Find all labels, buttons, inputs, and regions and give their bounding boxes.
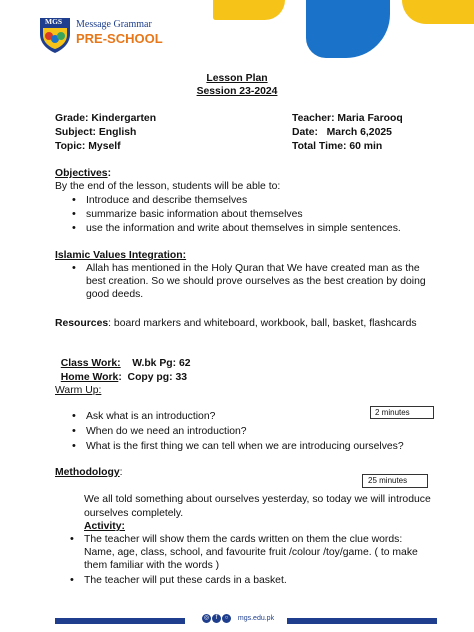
- list-item: • use the information and write about themselves in simple sentences.: [58, 222, 458, 235]
- list-item: • summarize basic information about themselves: [58, 208, 458, 221]
- footer-contact: [202, 613, 274, 624]
- classwork-line: Class Work: W.bk Pg: 62: [60, 357, 191, 369]
- list-item: • The teacher will put these cards in a basket.: [56, 574, 432, 587]
- list-item: • Allah has mentioned in the Holy Quran that We have created man as the best creation. So we should prove ourselves as the best creation by doing good deeds.: [58, 262, 430, 301]
- methodology-heading: Methodology:: [55, 467, 123, 478]
- grade-field: Grade: Kindergarten: [55, 113, 157, 124]
- list-item: • Introduce and describe themselves: [58, 194, 458, 207]
- islamic-values-heading: Islamic Values Integration:: [55, 250, 187, 261]
- islamic-values-list: [58, 262, 430, 301]
- list-item: • The teacher will show them the cards written on them the clue words: Name, age, class, school, and favourite fruit /colour /toy/game. ( to make them familiar with the words ): [56, 533, 432, 572]
- warmup-list: [58, 410, 458, 453]
- facebook-icon[interactable]: f: [212, 614, 221, 623]
- web-icon[interactable]: ◎: [203, 614, 210, 621]
- activity-label: Activity:: [84, 521, 125, 532]
- methodology-list: [56, 533, 432, 587]
- resources-line: Resources: board markers and whiteboard, workbook, ball, basket, flashcards: [55, 318, 417, 329]
- header-yellow-shape: [213, 0, 285, 20]
- list-item: • When do we need an introduction?: [58, 425, 458, 438]
- subject-field: Subject: English: [55, 127, 137, 138]
- objectives-intro: By the end of the lesson, students will be able to:: [55, 181, 281, 192]
- homework-line: Home Work: Copy pg: 33: [60, 371, 188, 383]
- header-blue-shape: [306, 0, 390, 58]
- school-logo: [38, 14, 163, 54]
- logo-badge: MGS: [45, 17, 63, 26]
- school-name: Message Grammar: [76, 19, 152, 30]
- objectives-heading: Objectives:: [55, 168, 112, 179]
- date-field: Date: March 6,2025: [292, 127, 392, 138]
- header-yellow-shape-right: [402, 0, 474, 24]
- teacher-field: Teacher: Maria Farooq: [292, 113, 403, 124]
- school-sub: PRE-SCHOOL: [76, 31, 163, 46]
- warmup-time-box: 2 minutes: [370, 406, 434, 419]
- topic-field: Topic: Myself: [55, 141, 121, 152]
- list-item: • Ask what is an introduction?: [58, 410, 458, 423]
- methodology-intro: We all told something about ourselves yesterday, so today we will introduce ourselves completely.: [84, 494, 431, 519]
- total-time-field: Total Time: 60 min: [292, 141, 383, 152]
- objectives-list: [58, 194, 458, 235]
- methodology-time-box: 25 minutes: [362, 474, 428, 488]
- warmup-heading: Warm Up:: [55, 385, 102, 396]
- footer-bar-right: [287, 618, 437, 624]
- footer-bar-left: [55, 618, 185, 624]
- instagram-icon[interactable]: ○: [222, 614, 231, 623]
- lesson-plan-title: Lesson Plan: [206, 73, 268, 84]
- list-item: • What is the first thing we can tell when we are introducing ourselves?: [58, 440, 458, 453]
- website-link[interactable]: mgs.edu.pk: [237, 614, 275, 622]
- session-title: Session 23-2024: [196, 86, 278, 97]
